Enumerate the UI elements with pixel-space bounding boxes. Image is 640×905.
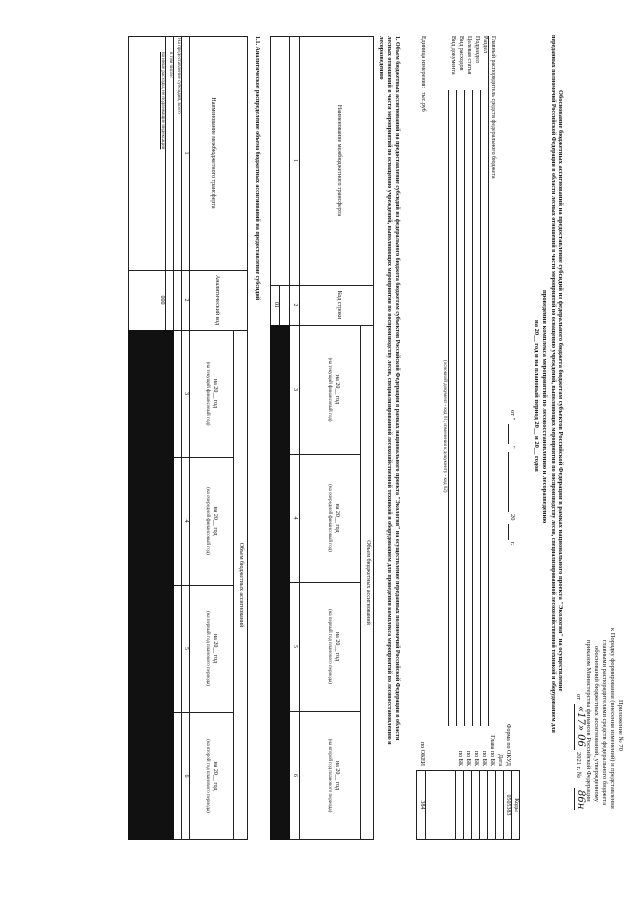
s11-colnum: 1 xyxy=(183,151,189,155)
document-type-hint: (основной документ - код 01; изменения к документу - код 02) xyxy=(442,360,447,493)
s1-col-name: Наименование межбюджетного трансферта xyxy=(336,104,342,217)
s1-colnum: 6 xyxy=(292,774,298,777)
document-title-line3: проведения комплекса мероприятий по лесовосстановлению и лесоразведению xyxy=(541,290,548,524)
s11-colnum: 3 xyxy=(183,392,189,395)
okei-label: по ОКЕИ xyxy=(419,741,425,766)
s1-col-code: Код строки xyxy=(336,290,342,320)
s1-colnum: 3 xyxy=(292,388,298,391)
s11-year-plan1: на 20__ год xyxy=(212,633,218,664)
s1-year-plan2-note: (на второй год планового периода) xyxy=(327,738,332,813)
s1-colnum: 4 xyxy=(292,516,298,520)
bk-label: по БК xyxy=(481,750,487,766)
s1-year-plan1-note: (на первый год планового периода) xyxy=(327,609,332,684)
s11-col-volume: Объем бюджетных ассигнований xyxy=(238,542,244,628)
date-quote: " xyxy=(509,446,516,449)
bk-label: по БК xyxy=(457,750,463,766)
s1-year-next-note: (на очередной финансовый год) xyxy=(327,484,332,552)
appendix-date-handwritten: «17» 06 xyxy=(575,706,586,747)
s11-colnum: 2 xyxy=(183,298,189,302)
section11-heading: 1.1. Аналитическое распределение объема бюджетных ассигнований на предоставление субсидий xyxy=(254,36,260,301)
s11-year-plan2: на 20__ год xyxy=(212,761,218,791)
bk-glava-label: Глава по БК xyxy=(489,735,495,766)
appendix-date-prefix: от xyxy=(575,694,582,701)
s1-colnum: 1 xyxy=(292,159,298,162)
s1-year-current: на 20__ год xyxy=(334,374,340,405)
appendix-line: обоснований бюджетных ассигнований, утвержденному xyxy=(593,646,600,802)
s11-row-total: На предоставление субсидий, всего xyxy=(176,38,181,114)
document-type-label: Вид документа xyxy=(450,36,456,75)
bk-label: по БК xyxy=(473,750,479,766)
s1-year-plan1: на 20__ год xyxy=(334,631,340,662)
date-year: 20 xyxy=(509,514,516,521)
s11-colnum: 6 xyxy=(183,774,189,778)
date-suffix: г. xyxy=(509,542,516,546)
s1-colnum: 5 xyxy=(292,645,298,648)
s1-year-plan2: на 20__ год xyxy=(334,760,340,791)
main-manager-label: Главный распорядитель средств федерального бюджета xyxy=(490,36,496,179)
s11-col-code: Аналитический код xyxy=(214,274,220,326)
document-title-line4: на 20__ год и на плановый период 20__ и 20__ годов xyxy=(533,320,540,472)
s11-colnum: 4 xyxy=(183,519,189,523)
appendix-line: приказом Министерства финансов Российской Федерации xyxy=(585,640,592,802)
date-label: Дата xyxy=(497,754,503,766)
s1-year-current-note: (на текущий финансовый год) xyxy=(327,357,332,422)
appendix-line: к Порядку формирования (внесения изменений) и представления xyxy=(609,628,616,809)
s11-year-plan2-note: (на второй год планового периода) xyxy=(205,739,210,813)
s11-year-next: на 20__ год xyxy=(212,506,218,536)
unit-label: Единица измерения: xyxy=(420,36,426,89)
okud-code: 0505383 xyxy=(505,794,511,816)
s1-year-next: на 20__ год xyxy=(334,503,340,533)
document-title-line1: Обоснование бюджетных ассигнований на предоставление субсидий из федерального бюджета бюджетам субъектов Российской Федерации в рамках национального проекта "Экология" на осуществление xyxy=(557,90,564,692)
expense-type-label: Вид расходов xyxy=(458,36,464,71)
s1-col-volume: Объем бюджетных ассигнований xyxy=(365,540,371,625)
target-item-label: Целевая статья xyxy=(466,36,472,75)
document-title-line2: переданных полномочий Российской Федерации в области лесных отношений в части мероприятий по оснащению учреждений, выполняющих мероприятия по воспроизводству лесов, специализированной лесохозяйственной техникой и оборудованием для xyxy=(550,35,556,733)
okei-code: 384 xyxy=(419,800,425,810)
appendix-number: Приложение № 70 xyxy=(617,700,624,751)
s11-row-including: в том числе: xyxy=(168,52,173,79)
section1-heading-line3: лесоразведению xyxy=(378,36,384,80)
s11-row-other: на иные расходы, не подлежащие индексации xyxy=(160,52,165,150)
s11-year-current: на 20__ год xyxy=(212,378,218,409)
codes-header: Коды xyxy=(513,798,519,812)
section1-heading-line2: лесных отношений в части мероприятий по оснащению учреждений, выполняющих мероприятия по воспроизводству лесов, специализированной лесохозяйственной техникой и оборудованием для проведения комплекса мероприятий по лесовосстановлению и xyxy=(386,36,392,745)
unit-value: тыс.руб xyxy=(420,92,426,112)
section-label: Раздел xyxy=(482,36,488,53)
bk-label: по БК xyxy=(465,750,471,766)
section1-heading-line1: 1. Объем бюджетных ассигнований на предоставление субсидий из федерального бюджета бюджетам субъектов Российской Федерации в рамках национального проекта "Экология" на осуществление переданных полномочий Российской Федерации в области xyxy=(394,36,400,741)
s1-colnum: 2 xyxy=(292,303,298,307)
s11-row-other-code: 000 xyxy=(159,295,165,305)
appendix-number-handwritten: 86н xyxy=(575,790,586,810)
s11-colnum: 5 xyxy=(183,647,189,650)
s11-year-current-note: (на текущий финансовый год) xyxy=(205,361,210,426)
s1-row-code: 01 xyxy=(273,302,279,308)
appendix-line: главными распорядителями средств федерального бюджета xyxy=(601,640,608,806)
subsection-label: Подраздел xyxy=(474,36,480,63)
date-prefix: от " xyxy=(509,410,516,421)
s11-year-next-note: (на очередной финансовый год) xyxy=(205,487,210,555)
appendix-year: 2021 г. № xyxy=(575,752,582,779)
s11-col-name: Наименование межбюджетного трансферта xyxy=(210,97,216,209)
s11-year-plan1-note: (на первый год планового периода) xyxy=(205,611,210,686)
okud-label: Форма по ОКУД xyxy=(505,723,511,766)
